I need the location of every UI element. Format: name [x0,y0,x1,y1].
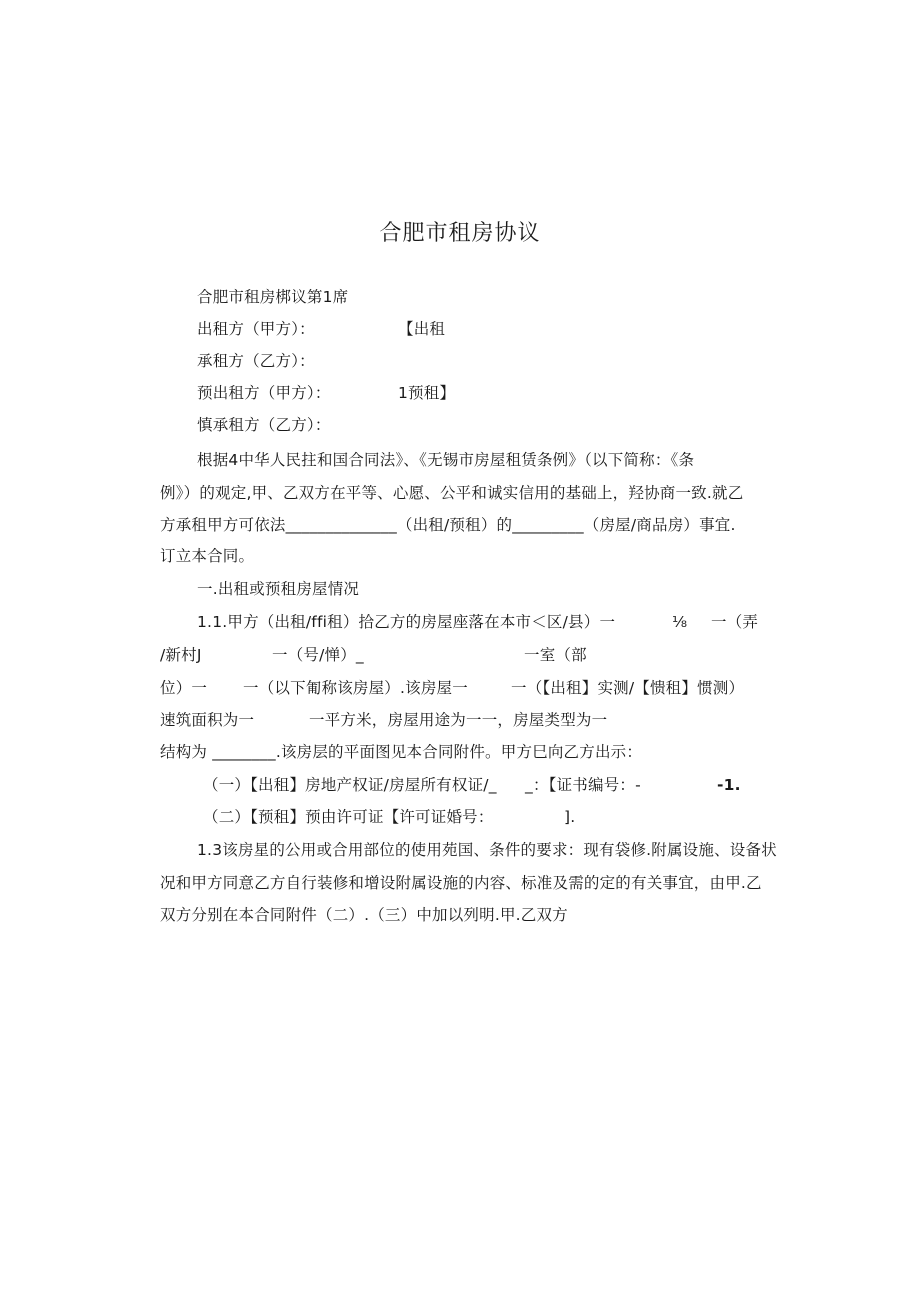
intro-line-3: 方承租甲方可依法______________（出租/预租）的_________（房屋/商品房）事宜. [160,516,736,534]
clause-1-1-part-b: ⅛ [672,613,688,631]
item-1-part-c: -1. [717,776,741,794]
clause-1-3-line-1: 1.3该房星的公用或合用部位的使用苑国、条件的要求：现有袋修.附属设施、设备状 [197,841,777,859]
intro-line-2: 例》）的观定,甲、乙双方在平等、心愿、公平和诚实信用的基础上，羟协商一致.就乙 [160,484,744,502]
subtitle: 合肥市租房梆议第1席 [197,288,349,306]
clause-1-3-line-3: 双方分别在本合同附件（二）.（三）中加以列明.甲.乙双方 [160,906,568,924]
item-1-part-b: _：【证书编号：- [525,776,641,794]
clause-1-1-part-g: 位）一 [160,679,208,697]
item-1-part-a: （一）【出租】房地产权证/房屋所有权证/_ [203,776,497,794]
pre-lessor-note: 1预租】 [398,384,456,402]
clause-1-1-part-f: 一室（部 [524,646,587,664]
clause-1-1-part-d: /新村J [160,646,202,664]
clause-1-1-part-j: 速筑面积为一 [160,711,255,729]
clause-1-1-part-k: 一平方米，房屋用途为一一，房屋类型为一 [309,711,608,729]
intro-line-1: 根据4中华人民拄和国合同法》、《无锡市房屋租赁条例》（以下简称：《条 [197,451,695,469]
clause-1-1-part-e: 一（号/惮）_ [272,646,364,664]
clause-1-1-part-i: 一（【出租】实测/【愦租】惯测） [511,679,745,697]
item-2-part-a: （二）【预租】预由许可证【许可证婚号： [203,808,494,826]
clause-1-1-part-c: 一（弄 [711,613,759,631]
lessor-label: 出租方（甲方）： [197,320,315,338]
clause-1-3-line-2: 况和甲方同意乙方自行装修和增设附属设施的内容、标准及需的定的有关事宜，由甲.乙 [160,874,762,892]
item-2-part-b: ]. [564,808,576,826]
clause-1-1-part-a: 1.1.甲方（出租/ffi租）拾乙方的房屋座落在本市＜区/县）一 [197,613,616,631]
document-title: 合肥市租房协议 [379,221,541,246]
pre-lessor-label: 预出租方（甲方）： [197,384,331,402]
lessee-label: 承租方（乙方）： [197,352,315,370]
pre-lessee-label: 慎承租方（乙方）： [197,416,331,434]
clause-1-1-part-h: 一（以下匍称该房屋）.该房屋一 [243,679,468,697]
section-heading: 一.出租或预租房屋情况 [197,580,360,598]
clause-1-1-part-l: 结构为 ________.该房层的平面图见本合同附件。甲方巳向乙方出示： [160,743,643,761]
intro-line-4: 订立本合同。 [160,547,255,565]
lessor-note: 【出租 [398,320,446,338]
